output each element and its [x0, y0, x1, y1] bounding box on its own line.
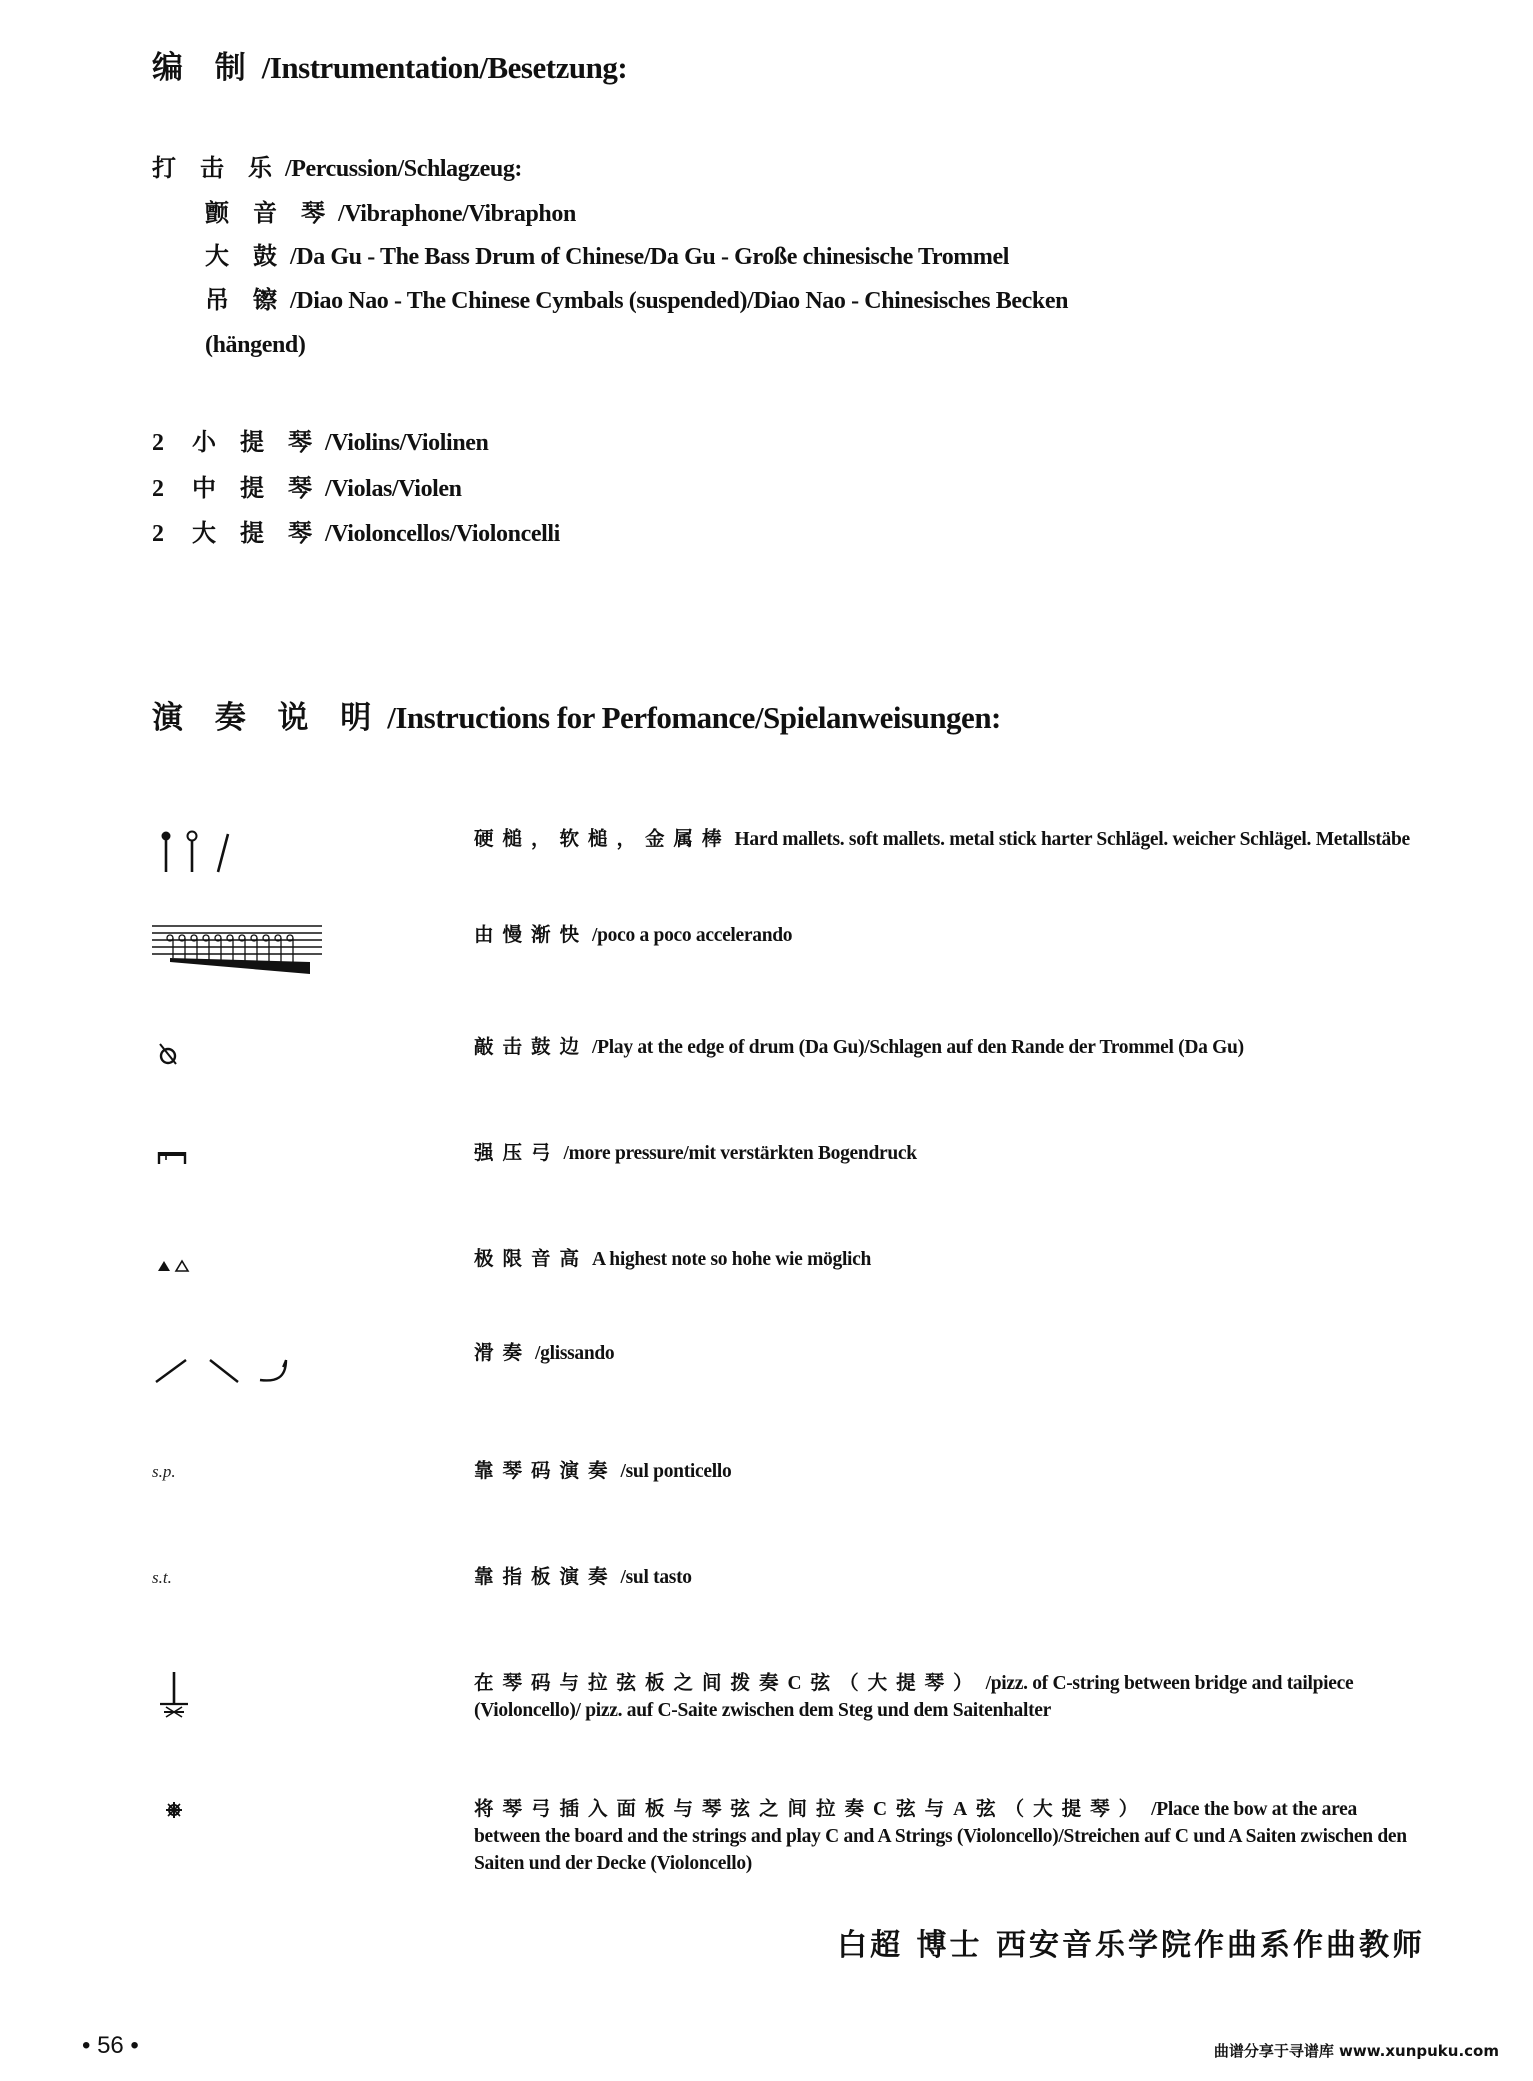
strings-item-violas — [152, 468, 462, 503]
percussion-item-vibraphone — [205, 193, 576, 228]
strings-name-en: /Violins/Violinen — [325, 430, 489, 456]
percussion-label — [152, 148, 522, 183]
percussion-item-en: /Da Gu - The Bass Drum of Chinese/Da Gu - Große chinesische Trommel — [290, 244, 1010, 270]
instruction-desc — [474, 1796, 1414, 1877]
strings-name-zh: 中 提 琴 — [192, 476, 321, 502]
instruction-desc — [474, 1340, 1414, 1367]
instruction-zh: 极限音高 — [474, 1249, 589, 1270]
instruction-desc — [474, 1458, 1414, 1485]
percussion-item-zh: 颤 音 琴 — [205, 201, 334, 227]
strings-name-en: /Violoncellos/Violoncelli — [325, 521, 560, 547]
percussion-continuation-text: (hängend) — [205, 332, 306, 358]
instructions-heading-en: /Instructions for Perfomance/Spielanweisungen: — [387, 700, 1001, 735]
strings-count: 2 — [152, 430, 164, 456]
drum-edge-icon — [152, 1034, 352, 1094]
accelerando-icon — [152, 922, 352, 982]
percussion-item-da-gu — [205, 236, 1009, 271]
mallets-icon — [152, 826, 352, 886]
strings-count: 2 — [152, 476, 164, 502]
author-credit: 白超 博士 西安音乐学院作曲系作曲教师 — [837, 1928, 1425, 1963]
instruction-zh: 靠指板演奏 — [474, 1567, 617, 1588]
instructions-heading — [152, 692, 1001, 737]
bow-between-icon — [152, 1796, 352, 1856]
sp-abbreviation-text: s.p. — [152, 1462, 176, 1481]
instruction-en: /pizz. of C-string between bridge and tailpiece (Violoncello)/ pizz. auf C-Saite zwischen dem Steg und dem Saitenhalter — [474, 1673, 1354, 1721]
instrumentation-heading-zh: 编 制 — [152, 50, 258, 85]
instruction-zh: 将琴弓插入面板与琴弦之间拉奏C弦与A弦（大提琴） — [474, 1799, 1148, 1820]
instruction-en: Hard mallets. soft mallets. metal stick harter Schlägel. weicher Schlägel. Metallstäbe — [734, 829, 1410, 850]
instruction-desc — [474, 1246, 1414, 1273]
st-abbreviation — [152, 1564, 352, 1628]
instruction-en: /more pressure/mit verstärkten Bogendruck — [563, 1143, 917, 1164]
pressure-icon — [152, 1140, 352, 1200]
percussion-item-zh: 大 鼓 — [205, 244, 286, 270]
strings-name-zh: 大 提 琴 — [192, 521, 321, 547]
percussion-item-en: /Vibraphone/Vibraphon — [338, 201, 576, 227]
percussion-item-en: /Diao Nao - The Chinese Cymbals (suspended)/Diao Nao - Chinesisches Becken — [290, 288, 1069, 314]
strings-count: 2 — [152, 521, 164, 547]
instrumentation-heading-en: /Instrumentation/Besetzung: — [261, 50, 628, 85]
instruction-zh: 强压弓 — [474, 1143, 560, 1164]
pizz-bridge-icon — [152, 1670, 352, 1730]
instruction-en: /Play at the edge of drum (Da Gu)/Schlagen auf den Rande der Trommel (Da Gu) — [592, 1037, 1244, 1058]
instruction-desc — [474, 1670, 1414, 1724]
instruction-desc — [474, 1564, 1414, 1591]
percussion-item-zh: 吊 镲 — [205, 288, 286, 314]
watermark: 曲谱分享于寻谱库 www.xunpuku.com — [1213, 2042, 1499, 2060]
instruction-desc — [474, 1140, 1414, 1167]
instructions-heading-zh: 演 奏 说 明 — [152, 700, 384, 735]
strings-item-violins — [152, 422, 488, 457]
instruction-zh: 滑奏 — [474, 1343, 532, 1364]
percussion-item-diao-nao — [205, 280, 1068, 315]
percussion-item-continuation — [205, 332, 305, 359]
instruction-en: A highest note so hohe wie möglich — [592, 1249, 872, 1270]
instruction-desc — [474, 1034, 1414, 1061]
instrumentation-heading — [152, 42, 627, 87]
instruction-en: /sul tasto — [620, 1567, 692, 1588]
instruction-zh: 在琴码与拉弦板之间拨奏C弦（大提琴） — [474, 1673, 982, 1694]
instruction-en: /Place the bow at the area between the board and the strings and play C and A Strings (Violoncello)/Streichen auf C und A Saiten zwischen den Saiten und der Decke (Violoncello) — [474, 1799, 1407, 1874]
strings-name-zh: 小 提 琴 — [192, 430, 321, 456]
instruction-en: /sul ponticello — [620, 1461, 732, 1482]
instruction-zh: 敲击鼓边 — [474, 1037, 589, 1058]
strings-name-en: /Violas/Violen — [325, 476, 462, 502]
page-number: • 56 • — [82, 2032, 139, 2059]
instruction-zh: 由慢渐快 — [474, 925, 589, 946]
instruction-desc — [474, 922, 1414, 949]
st-abbreviation-text: s.t. — [152, 1568, 172, 1587]
instruction-zh: 硬槌，软槌，金属棒 — [474, 829, 731, 850]
sp-abbreviation — [152, 1458, 352, 1522]
instruction-desc — [474, 826, 1414, 853]
glissando-icon — [152, 1340, 352, 1400]
instruction-en: /glissando — [535, 1343, 615, 1364]
percussion-label-en: /Percussion/Schlagzeug: — [285, 156, 523, 182]
instruction-zh: 靠琴码演奏 — [474, 1461, 617, 1482]
percussion-label-zh: 打 击 乐 — [152, 156, 281, 182]
instruction-en: /poco a poco accelerando — [592, 925, 793, 946]
highest-note-icon — [152, 1246, 352, 1306]
strings-item-violoncellos — [152, 513, 560, 548]
